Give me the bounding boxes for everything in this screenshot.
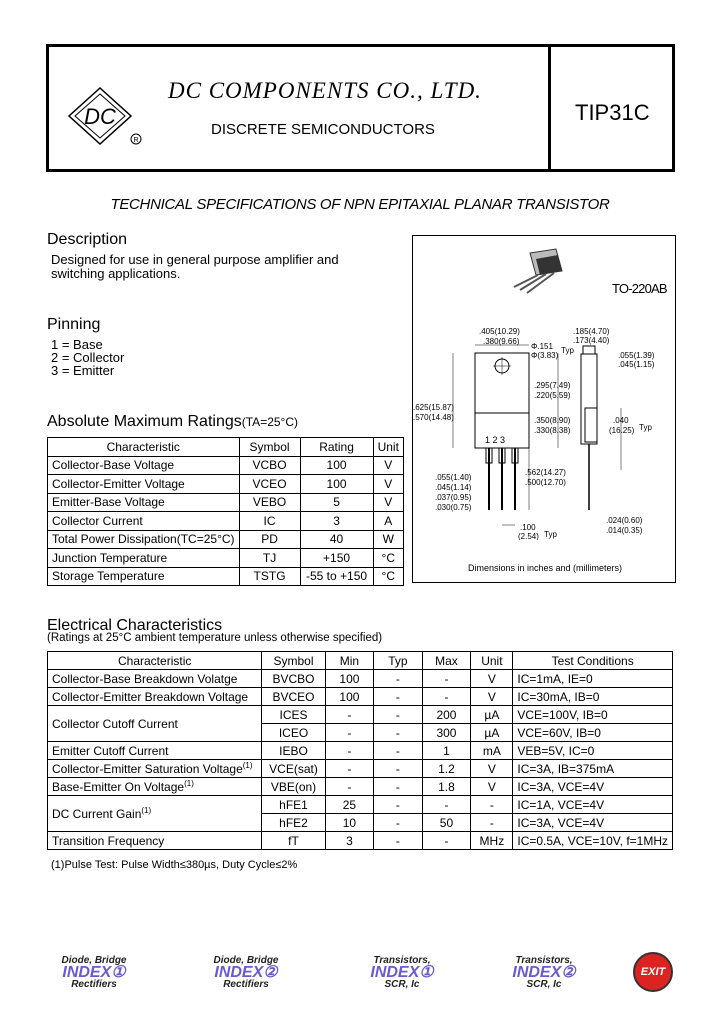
cell: 3: [325, 832, 374, 850]
cell: fT: [262, 832, 325, 850]
cell: Transition Frequency: [48, 832, 262, 850]
cell: [48, 796, 262, 832]
cell: -: [374, 706, 422, 724]
dim-d8: .045(1.15): [618, 360, 655, 369]
col-typ: Typ: [374, 652, 422, 670]
nav-mid: INDEX②: [214, 964, 278, 981]
cell: IC=3A, IB=375mA: [513, 760, 673, 778]
cell: VEB=5V, IC=0: [513, 742, 673, 760]
cell: °C: [373, 567, 403, 586]
cell: hFE2: [262, 814, 325, 832]
electrical-subheading: (Ratings at 25°C ambient temperature unless otherwise specified): [47, 632, 383, 644]
cell: -: [422, 688, 471, 706]
cell: -: [471, 814, 513, 832]
cell: -: [325, 760, 374, 778]
dim-d17: .055(1.40): [435, 473, 472, 482]
exit-button[interactable]: [633, 952, 673, 992]
nav-diode-index-1[interactable]: [44, 955, 144, 991]
cell: BVCEO: [262, 688, 325, 706]
table-row: [48, 493, 404, 512]
cell-text: DC Current Gain: [52, 807, 142, 821]
col-characteristic: Characteristic: [48, 652, 262, 670]
cell: 200: [422, 706, 471, 724]
cell: Collector Current: [48, 512, 240, 531]
nav-top: Transistors,: [515, 955, 573, 966]
cell: V: [471, 688, 513, 706]
table-row: [48, 567, 404, 586]
dim-d20: .030(0.75): [435, 503, 472, 512]
cell: Collector-Emitter Voltage: [48, 475, 240, 494]
dim-d15: .040: [613, 416, 629, 425]
nav-mid: INDEX②: [512, 964, 576, 981]
nav-bot: SCR, Ic: [384, 979, 420, 990]
cell: 40: [300, 530, 373, 549]
cell: IC: [239, 512, 300, 531]
cell: IC=3A, VCE=4V: [513, 778, 673, 796]
dim-typ-3: Typ: [544, 530, 557, 539]
table-row: [48, 796, 673, 814]
cell: -: [374, 760, 422, 778]
cell: -: [422, 832, 471, 850]
cell: 100: [300, 456, 373, 475]
cell: Emitter-Base Voltage: [48, 493, 240, 512]
dim-d21: .562(14.27): [525, 468, 566, 477]
cell: Junction Temperature: [48, 549, 240, 568]
cell: W: [373, 530, 403, 549]
document-title: TECHNICAL SPECIFICATIONS OF NPN EPITAXIAL PLANAR TRANSISTOR: [110, 196, 610, 213]
cell: -: [325, 706, 374, 724]
col-unit: Unit: [471, 652, 513, 670]
cell: BVCBO: [262, 670, 325, 688]
dim-d10: .220(5.59): [534, 391, 571, 400]
table-row: [48, 778, 673, 796]
col-test-conditions: Test Conditions: [513, 652, 673, 670]
table-row: [48, 530, 404, 549]
pin-3: 3 = Emitter: [51, 363, 115, 378]
cell: VCE=60V, IB=0: [513, 724, 673, 742]
dim-d5: Φ.151: [531, 342, 553, 351]
cell: VEBO: [239, 493, 300, 512]
cell: MHz: [471, 832, 513, 850]
table-row: [48, 742, 673, 760]
col-characteristic: Characteristic: [48, 438, 240, 457]
cell: 25: [325, 796, 374, 814]
table-row: [48, 706, 673, 724]
pin-2: 2 = Collector: [51, 350, 125, 365]
cell: -: [422, 796, 471, 814]
cell: µA: [471, 706, 513, 724]
dim-typ-1: Typ: [561, 346, 574, 355]
company-name: DC COMPONENTS CO., LTD.: [168, 78, 482, 103]
dim-d13: .350(8.90): [534, 416, 571, 425]
table-row: [48, 549, 404, 568]
pin-1: 1 = Base: [51, 337, 103, 352]
cell: [48, 778, 262, 796]
table-row: [48, 512, 404, 531]
col-unit: Unit: [373, 438, 403, 457]
cell: -: [374, 742, 422, 760]
dim-d11: .625(15.87): [413, 403, 454, 412]
cell: VCEO: [239, 475, 300, 494]
cell: V: [373, 493, 403, 512]
cell: Storage Temperature: [48, 567, 240, 586]
cell: IC=30mA, IB=0: [513, 688, 673, 706]
cell: V: [373, 475, 403, 494]
cell: Emitter Cutoff Current: [48, 742, 262, 760]
cell: VCBO: [239, 456, 300, 475]
cell: -: [374, 670, 422, 688]
cell: µA: [471, 724, 513, 742]
col-symbol: Symbol: [239, 438, 300, 457]
cell: IC=3A, VCE=4V: [513, 814, 673, 832]
footnote-ref: (1): [141, 806, 152, 815]
cell: V: [373, 456, 403, 475]
package-dimension-drawing: [413, 320, 675, 545]
nav-top: Diode, Bridge: [61, 955, 127, 966]
cell: -: [325, 742, 374, 760]
cell: ICEO: [262, 724, 325, 742]
cell: TSTG: [239, 567, 300, 586]
dim-d14: .330(8.38): [534, 426, 571, 435]
cell: 100: [300, 475, 373, 494]
col-max: Max: [422, 652, 471, 670]
dim-typ-2: Typ: [639, 423, 652, 432]
dim-d3: .185(4.70): [573, 327, 610, 336]
dim-d16: (16.25): [609, 426, 635, 435]
cell: Collector-Base Voltage: [48, 456, 240, 475]
cell: -: [374, 688, 422, 706]
cell: VCE=100V, IB=0: [513, 706, 673, 724]
cell: -: [374, 778, 422, 796]
table-row: [48, 688, 673, 706]
col-rating: Rating: [300, 438, 373, 457]
dim-d1: .405(10.29): [479, 327, 520, 336]
description-heading: Description: [47, 231, 128, 248]
dim-d24: .014(0.35): [606, 526, 643, 535]
division-name: DISCRETE SEMICONDUCTORS: [211, 121, 435, 138]
dim-d9: .295(7.49): [534, 381, 571, 390]
description-line-1: Designed for use in general purpose amplifier and: [51, 252, 339, 267]
nav-top: Diode, Bridge: [213, 955, 279, 966]
cell: Collector-Emitter Breakdown Voltage: [48, 688, 262, 706]
pin-numbers: 1 2 3: [485, 435, 506, 445]
table-row: [48, 456, 404, 475]
cell: IC=0.5A, VCE=10V, f=1MHz: [513, 832, 673, 850]
package-name: TO-220AB: [612, 281, 667, 296]
dim-d2: .380(9.66): [483, 337, 520, 346]
electrical-heading: Electrical Characteristics: [47, 617, 223, 634]
description-line-2: switching applications.: [51, 266, 181, 281]
table-row: [48, 475, 404, 494]
dim-d4: .173(4.40): [573, 336, 610, 345]
cell: 100: [325, 688, 374, 706]
dim-d26: (2.54): [518, 532, 539, 540]
registered-mark: R: [133, 137, 139, 144]
cell: -: [325, 724, 374, 742]
exit-label: EXIT: [640, 966, 666, 978]
footnote-ref: (1): [242, 761, 253, 770]
dim-d23: .024(0.60): [606, 516, 643, 525]
cell: ICES: [262, 706, 325, 724]
cell: IC=1mA, IE=0: [513, 670, 673, 688]
table-row: [48, 670, 673, 688]
dim-d12: .570(14.48): [413, 413, 454, 422]
cell: 1.8: [422, 778, 471, 796]
dim-d22: .500(12.70): [525, 478, 566, 487]
cell: A: [373, 512, 403, 531]
electrical-table: [47, 651, 673, 850]
cell: 100: [325, 670, 374, 688]
nav-transistor-index-2[interactable]: [494, 955, 594, 991]
dim-d18: .045(1.14): [435, 483, 472, 492]
cell: °C: [373, 549, 403, 568]
cell: VBE(on): [262, 778, 325, 796]
cell: 1.2: [422, 760, 471, 778]
header-divider: [548, 44, 551, 172]
abs-max-title: Absolute Maximum Ratings: [47, 413, 242, 430]
abs-max-condition: (TA=25°C): [241, 415, 299, 429]
cell: -55 to +150: [300, 567, 373, 586]
cell: V: [471, 778, 513, 796]
cell: Collector Cutoff Current: [48, 706, 262, 742]
cell-text: Base-Emitter On Voltage: [52, 780, 185, 794]
cell: -: [422, 670, 471, 688]
logo-letters: DC: [84, 104, 116, 129]
dim-d19: .037(0.95): [435, 493, 472, 502]
cell: V: [471, 760, 513, 778]
cell: 50: [422, 814, 471, 832]
cell: 3: [300, 512, 373, 531]
part-number: TIP31C: [575, 100, 650, 125]
dim-d25: .100: [520, 523, 536, 532]
cell: V: [471, 670, 513, 688]
pinning-heading: Pinning: [47, 316, 101, 333]
nav-mid: INDEX①: [370, 964, 434, 981]
col-min: Min: [325, 652, 374, 670]
abs-max-heading: [47, 413, 298, 431]
cell: mA: [471, 742, 513, 760]
table-header-row: [48, 652, 673, 670]
cell: 1: [422, 742, 471, 760]
nav-transistor-index-1[interactable]: [352, 955, 452, 991]
cell: [48, 760, 262, 778]
cell: -: [374, 724, 422, 742]
cell: -: [374, 814, 422, 832]
cell: VCE(sat): [262, 760, 325, 778]
cell: IC=1A, VCE=4V: [513, 796, 673, 814]
nav-diode-index-2[interactable]: [196, 955, 296, 991]
table-header-row: [48, 438, 404, 457]
nav-bot: Rectifiers: [223, 979, 269, 990]
cell: +150: [300, 549, 373, 568]
table-row: [48, 832, 673, 850]
cell: Total Power Dissipation(TC=25°C): [48, 530, 240, 549]
cell: TJ: [239, 549, 300, 568]
nav-mid: INDEX①: [62, 964, 126, 981]
cell: -: [325, 778, 374, 796]
package-footnote: Dimensions in inches and (millimeters): [467, 563, 623, 573]
dim-d6: Φ(3.83): [531, 351, 559, 360]
cell: IEBO: [262, 742, 325, 760]
pulse-test-note: (1)Pulse Test: Pulse Width≤380µs, Duty Cycle≤2%: [51, 859, 298, 871]
dim-d7: .055(1.39): [618, 351, 655, 360]
col-symbol: Symbol: [262, 652, 325, 670]
cell: -: [471, 796, 513, 814]
table-row: [48, 760, 673, 778]
cell: Collector-Base Breakdown Volatge: [48, 670, 262, 688]
cell: 300: [422, 724, 471, 742]
nav-bot: SCR, Ic: [526, 979, 562, 990]
nav-bot: Rectifiers: [71, 979, 117, 990]
cell: -: [374, 796, 422, 814]
cell: -: [374, 832, 422, 850]
cell: 5: [300, 493, 373, 512]
package-photo: [500, 245, 580, 300]
abs-max-table: [47, 437, 404, 586]
cell: hFE1: [262, 796, 325, 814]
company-logo: [65, 84, 139, 144]
footnote-ref: (1): [184, 779, 194, 788]
cell-text: Collector-Emitter Saturation Voltage: [52, 762, 243, 776]
cell: 10: [325, 814, 374, 832]
nav-top: Transistors,: [373, 955, 431, 966]
cell: PD: [239, 530, 300, 549]
